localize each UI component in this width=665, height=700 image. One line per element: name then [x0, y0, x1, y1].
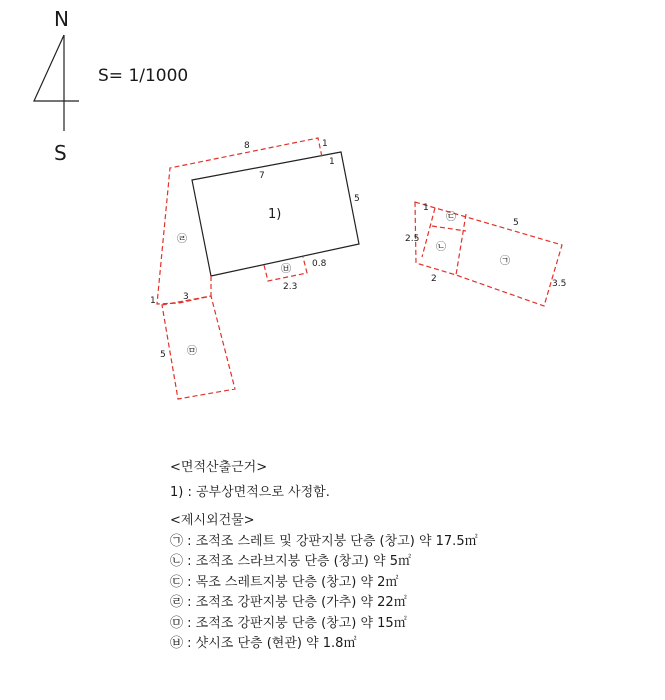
main-building-dim-5: 5: [354, 194, 360, 204]
dim-label-east-2: 2: [431, 274, 437, 284]
notes-block: [170, 458, 650, 655]
dim-label-3-left: 3: [183, 292, 189, 302]
dim-label-east-5: 5: [513, 218, 519, 228]
scale-label: S= 1/1000: [98, 66, 189, 86]
main-building-dim-7: 7: [259, 171, 265, 181]
dim-label-8: 8: [244, 141, 250, 151]
dim-label-0-8: 0.8: [312, 259, 327, 269]
north-arrow-head: [34, 35, 79, 101]
extra-building-item-3: ㉢ : 목조 스레트지붕 단층 (창고) 약 2㎡: [170, 574, 399, 590]
dim-label-1-left: 1: [150, 296, 156, 306]
dim-label-1-top-b: 1: [329, 157, 335, 167]
north-arrow: [34, 7, 79, 165]
annex-divider-3: [456, 214, 466, 275]
annex-marker-3: ㉢: [446, 212, 456, 223]
annex-marker-5: ㉤: [187, 346, 197, 357]
extra-building-item-5: ㉤ : 조적조 강판지붕 단층 (창고) 약 15㎡: [170, 615, 407, 631]
area-basis-line: 1) : 공부상면적으로 사정함.: [170, 484, 330, 500]
dim-label-east-1: 1: [423, 203, 429, 213]
extra-buildings-title: <제시외건물>: [170, 513, 255, 528]
annex-divider-4: [432, 226, 466, 231]
main-building-label: 1): [268, 207, 282, 222]
annex-marker-6: ㉥: [281, 264, 291, 275]
annex-marker-1: ㉠: [500, 256, 510, 267]
annex-marker-2: ㉡: [436, 242, 446, 253]
dim-label-1-top-a: 1: [322, 139, 328, 149]
north-label: N: [54, 7, 69, 31]
dim-label-east-3-5: 3.5: [552, 279, 567, 289]
dim-label-5-left: 5: [160, 350, 166, 360]
extra-building-item-1: ㉠ : 조적조 스레트 및 강판지붕 단층 (창고) 약 17.5㎡: [170, 533, 478, 549]
annex-outline-1: [415, 202, 562, 306]
annex-outline-5: [162, 296, 235, 399]
annex-outline-4: [157, 138, 322, 304]
annex-divider-2: [422, 208, 435, 257]
dim-label-east-2-5: 2.5: [405, 234, 420, 244]
south-label: S: [54, 141, 67, 165]
area-basis-title: <면적산출근거>: [170, 460, 268, 475]
extra-building-item-6: ㉥ : 샷시조 단층 (현관) 약 1.8㎡: [170, 636, 357, 651]
dim-label-2-3: 2.3: [283, 282, 298, 292]
extra-building-item-2: ㉡ : 조적조 스라브지붕 단층 (창고) 약 5㎡: [170, 554, 411, 569]
annex-marker-4: ㉣: [177, 234, 187, 245]
extra-building-item-4: ㉣ : 조적조 강판지붕 단층 (가추) 약 22㎡: [170, 595, 407, 610]
